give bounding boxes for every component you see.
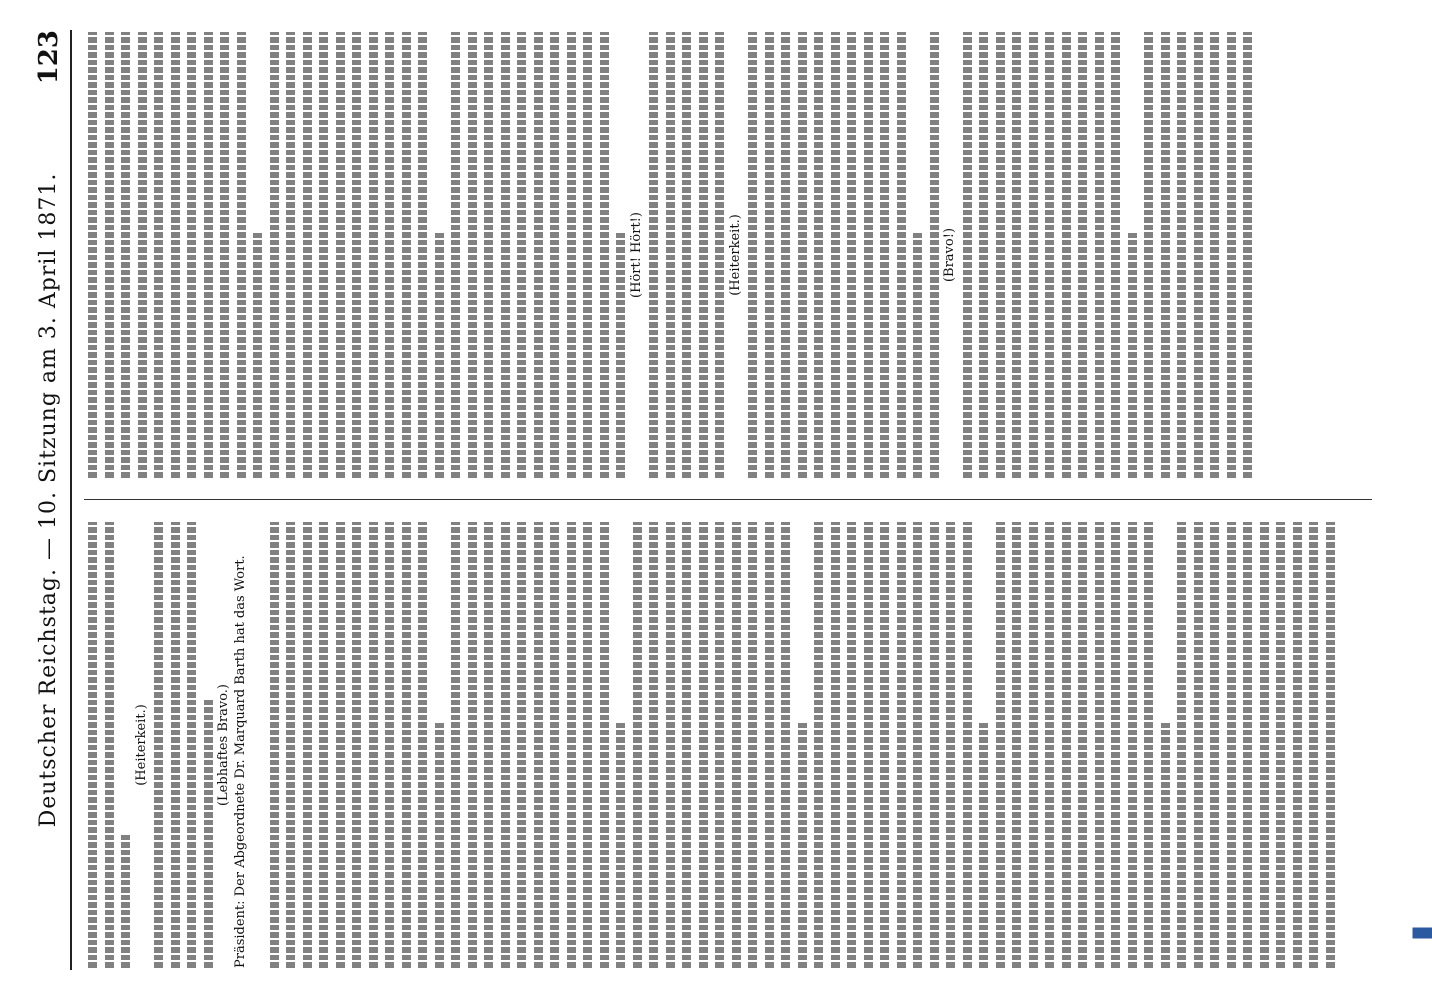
digitization-credit (1410, 40, 1424, 960)
text-line (237, 32, 246, 478)
text-line (88, 522, 97, 968)
text-line (600, 32, 609, 478)
text-line (1260, 522, 1269, 968)
text-line (732, 522, 741, 968)
text-line (1029, 522, 1038, 968)
text-line (814, 32, 823, 478)
text-line (550, 32, 559, 478)
text-line (187, 32, 196, 478)
text-line (105, 32, 114, 478)
text-line (616, 233, 625, 478)
text-line (781, 522, 790, 968)
text-line (1243, 32, 1252, 478)
text-line (1045, 32, 1054, 478)
text-line (451, 522, 460, 968)
text-line (1194, 32, 1203, 478)
text-line (451, 32, 460, 478)
text-line (534, 32, 543, 478)
column-rule (84, 499, 1372, 500)
text-line (1078, 522, 1087, 968)
text-line (1161, 32, 1170, 478)
text-line (1293, 522, 1302, 968)
text-line (1210, 32, 1219, 478)
text-line (303, 32, 312, 478)
text-line (402, 32, 411, 478)
text-line (319, 522, 328, 968)
text-line (1078, 32, 1087, 478)
speaker-line: Präsident: Der Abgeordnete Dr. Marquard Barth hat das Wort. (232, 555, 248, 968)
text-line (1210, 522, 1219, 968)
page-title: Deutscher Reichstag. — 10. Sitzung am 3. April 1871. (36, 172, 61, 828)
text-line (765, 522, 774, 968)
text-line (996, 32, 1005, 478)
stage-direction: (Bravo!) (942, 227, 957, 283)
text-line (666, 522, 675, 968)
text-line (831, 522, 840, 968)
text-line (1177, 32, 1186, 478)
text-line (699, 522, 708, 968)
text-line (748, 522, 757, 968)
text-line (979, 32, 988, 478)
text-line (699, 32, 708, 478)
text-line (897, 32, 906, 478)
text-line (270, 522, 279, 968)
text-line (880, 522, 889, 968)
text-line (468, 32, 477, 478)
text-line (1326, 522, 1335, 968)
text-line (946, 522, 955, 968)
text-line (930, 32, 939, 478)
text-line (847, 32, 856, 478)
text-line (649, 522, 658, 968)
text-line (88, 32, 97, 478)
text-line (913, 522, 922, 968)
text-line (781, 32, 790, 478)
text-column-left (84, 522, 1372, 968)
text-line (468, 522, 477, 968)
text-line (1276, 522, 1285, 968)
text-line (517, 32, 526, 478)
text-line (286, 522, 295, 968)
text-line (864, 522, 873, 968)
text-line (187, 522, 196, 968)
text-line (253, 233, 262, 478)
text-line (583, 522, 592, 968)
text-line (204, 700, 213, 968)
text-line (1161, 723, 1170, 968)
text-line (121, 32, 130, 478)
text-line (517, 522, 526, 968)
text-line (1243, 522, 1252, 968)
text-line (270, 32, 279, 478)
text-line (1111, 32, 1120, 478)
text-line (550, 522, 559, 968)
text-line (798, 723, 807, 968)
text-line (336, 522, 345, 968)
text-line (1194, 522, 1203, 968)
text-line (583, 32, 592, 478)
text-line (880, 32, 889, 478)
text-line (385, 522, 394, 968)
text-line (616, 723, 625, 968)
text-line (501, 522, 510, 968)
stage-direction: (Heiterkeit.) (133, 704, 149, 786)
text-line (435, 723, 444, 968)
text-line (633, 522, 642, 968)
text-line (1227, 522, 1236, 968)
text-line (171, 522, 180, 968)
text-line (1144, 32, 1153, 478)
text-line (748, 32, 757, 478)
text-line (1177, 522, 1186, 968)
text-line (715, 522, 724, 968)
text-line (1012, 32, 1021, 478)
text-line (402, 522, 411, 968)
text-line (1128, 522, 1137, 968)
text-line (930, 522, 939, 968)
text-line (418, 522, 427, 968)
text-line (121, 834, 130, 968)
text-line (1128, 233, 1137, 478)
text-line (1062, 32, 1071, 478)
text-line (1227, 32, 1236, 478)
text-line (831, 32, 840, 478)
text-line (682, 522, 691, 968)
text-line (352, 522, 361, 968)
stage-direction: (Hört! Hört!) (628, 212, 644, 298)
text-line (154, 32, 163, 478)
text-line (369, 32, 378, 478)
text-line (1309, 522, 1318, 968)
text-line (765, 32, 774, 478)
page-number: 123 (34, 30, 64, 85)
text-column-right (84, 32, 1372, 478)
text-line (352, 32, 361, 478)
text-line (138, 32, 147, 478)
text-line (847, 522, 856, 968)
text-line (682, 32, 691, 478)
text-line (303, 522, 312, 968)
text-line (567, 522, 576, 968)
text-line (600, 522, 609, 968)
text-line (369, 522, 378, 968)
text-line (567, 32, 576, 478)
text-line (864, 32, 873, 478)
text-line (1045, 522, 1054, 968)
text-line (715, 32, 724, 478)
text-line (666, 32, 675, 478)
text-line (418, 32, 427, 478)
text-line (171, 32, 180, 478)
text-line (897, 522, 906, 968)
text-line (1095, 32, 1104, 478)
text-line (1144, 522, 1153, 968)
text-line (154, 522, 163, 968)
text-line (319, 32, 328, 478)
text-line (1012, 522, 1021, 968)
stage-direction: (Lebhaftes Bravo.) (216, 683, 231, 807)
stage-direction: (Heiterkeit.) (727, 214, 743, 296)
text-line (996, 522, 1005, 968)
text-line (979, 723, 988, 968)
text-line (963, 522, 972, 968)
text-line (435, 233, 444, 478)
text-line (220, 32, 229, 478)
text-line (1062, 522, 1071, 968)
dfg-logo (1413, 928, 1432, 939)
text-line (501, 32, 510, 478)
text-line (963, 32, 972, 478)
text-line (798, 32, 807, 478)
text-line (484, 522, 493, 968)
text-line (484, 32, 493, 478)
text-line (105, 522, 114, 968)
text-line (1111, 522, 1120, 968)
page-header (30, 30, 72, 970)
text-line (534, 522, 543, 968)
text-line (385, 32, 394, 478)
text-line (204, 32, 213, 478)
text-line (1029, 32, 1038, 478)
text-line (286, 32, 295, 478)
text-line (814, 522, 823, 968)
text-line (913, 233, 922, 478)
text-line (1095, 522, 1104, 968)
text-line (649, 32, 658, 478)
text-line (336, 32, 345, 478)
